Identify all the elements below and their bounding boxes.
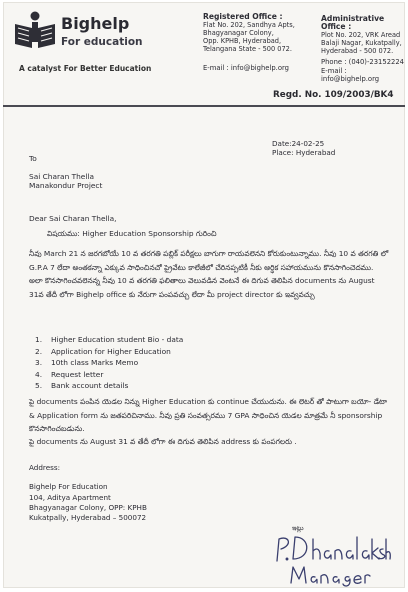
registered-office-line: Bhagyanagar Colony, <box>203 29 274 37</box>
to-label: To <box>29 154 37 163</box>
registered-office-line: Flat No. 202, Sandhya Apts, <box>203 21 295 29</box>
handwritten-signature <box>271 531 391 587</box>
address-line: Kukatpally, Hyderabad – 500072 <box>29 513 147 523</box>
administrative-office-phone: Phone : (040)-23152224 <box>321 58 404 66</box>
salutation: Dear Sai Charan Thella, <box>29 214 117 223</box>
recipient-project: Manakondur Project <box>29 180 103 190</box>
document-item: Application for Higher Education <box>51 346 171 356</box>
letter-place: Place: Hyderabad <box>272 147 336 157</box>
brand-name: Bighelp <box>61 14 130 33</box>
address-block <box>29 463 147 523</box>
administrative-office-line: Plot No. 202, VRK Aread <box>321 31 401 39</box>
registered-office-title: Registered Office : <box>203 12 283 21</box>
address-label: Address: <box>29 463 61 472</box>
address-line: Bhagyanagar Colony, OPP: KPHB <box>29 502 147 512</box>
administrative-office-email: E-mail : info@bighelp.org <box>321 66 380 83</box>
letter-page <box>3 2 405 588</box>
registered-office <box>203 13 295 53</box>
recipient-block <box>29 173 102 191</box>
recipient-name: Sai Charan Thella <box>29 172 94 181</box>
documents-list <box>29 334 183 392</box>
address-line: Bighelp For Education <box>29 482 108 492</box>
document-item: Request letter <box>51 369 104 379</box>
administrative-office <box>321 15 405 55</box>
brand-subtitle: For education <box>61 36 143 48</box>
registered-office-line: Telangana State - 500 072. <box>203 45 292 53</box>
registered-office-line: Opp. KPHB, Hyderabad, <box>203 37 282 45</box>
administrative-office-title: Administrative Office : <box>321 14 385 31</box>
registered-office-email: E-mail : info@bighelp.org <box>203 64 289 72</box>
document-item: Higher Education student Bio - data <box>51 335 184 344</box>
document-item: Bank account details <box>51 381 129 391</box>
registration-number: Regd. No. 109/2003/BK4 <box>273 90 394 100</box>
tagline: A catalyst For Better Education <box>19 64 152 73</box>
subject-line: విషయము: Higher Education Sponsorship గురించి <box>47 229 217 238</box>
date-place <box>272 140 335 158</box>
administrative-office-contact <box>321 58 405 84</box>
address-line: 104, Aditya Apartment <box>29 492 111 502</box>
administrative-office-line: Hyderabad - 500 072. <box>321 47 394 55</box>
closing-word: ఇట్లు <box>292 524 304 532</box>
document-item: 10th class Marks Memo <box>51 358 139 368</box>
letter-date: Date:24-02-25 <box>272 139 325 148</box>
administrative-office-line: Balaji Nagar, Kukatpally, <box>321 39 402 47</box>
body-paragraph-3: పై documents ను August 31 వ తేదీ లోగా ఈ దిగువ తెలిపిన address కు పంపగలరు . <box>29 437 297 446</box>
body-paragraph-2: పై documents పంపిన యెడల నిన్ను Higher Education కు continue చేయుదును. ఈ లెటర్ తో పాటుగా బయో- డేటా & Application form ను జతపరిచినాము. నీవు ప్రతి సంవత్సరము 7 GPA సాధించిన యెడల మాత్రమే నీ sponsorship కొనసాగించబడును. <box>29 397 388 433</box>
bighelp-book-logo-icon <box>13 10 57 54</box>
header-divider <box>3 105 405 107</box>
body-paragraph-1: నీవు March 21 న జరగబోయే 10 వ తరగతి పబ్లిక్ పరీక్షలు బాగుగా రాయవలెనని కోరుకుంటున్నాము. నీవు 10 వ తరగతి లో G.P.A 7 లేదా అంతకన్నా ఎక్కువ సాధించినచో ప్రైవేటు కాలేజీలో చేరినప్పటికీ నీకు ఆర్థిక సహాయమును కొనసాగించెదము. అలా కొనసాగించవలెనన్న నీవు 10 వ తరగతి ఫలితాలు వెలువడిన వెంటనే ఈ దిగువ తెలిపిన documents ను August 31వ తేదీ లోగా Bighelp office కు నేరుగా పంపవచ్చు లేదా మీ project director కు ఇవ్వవచ్చు <box>29 249 389 299</box>
